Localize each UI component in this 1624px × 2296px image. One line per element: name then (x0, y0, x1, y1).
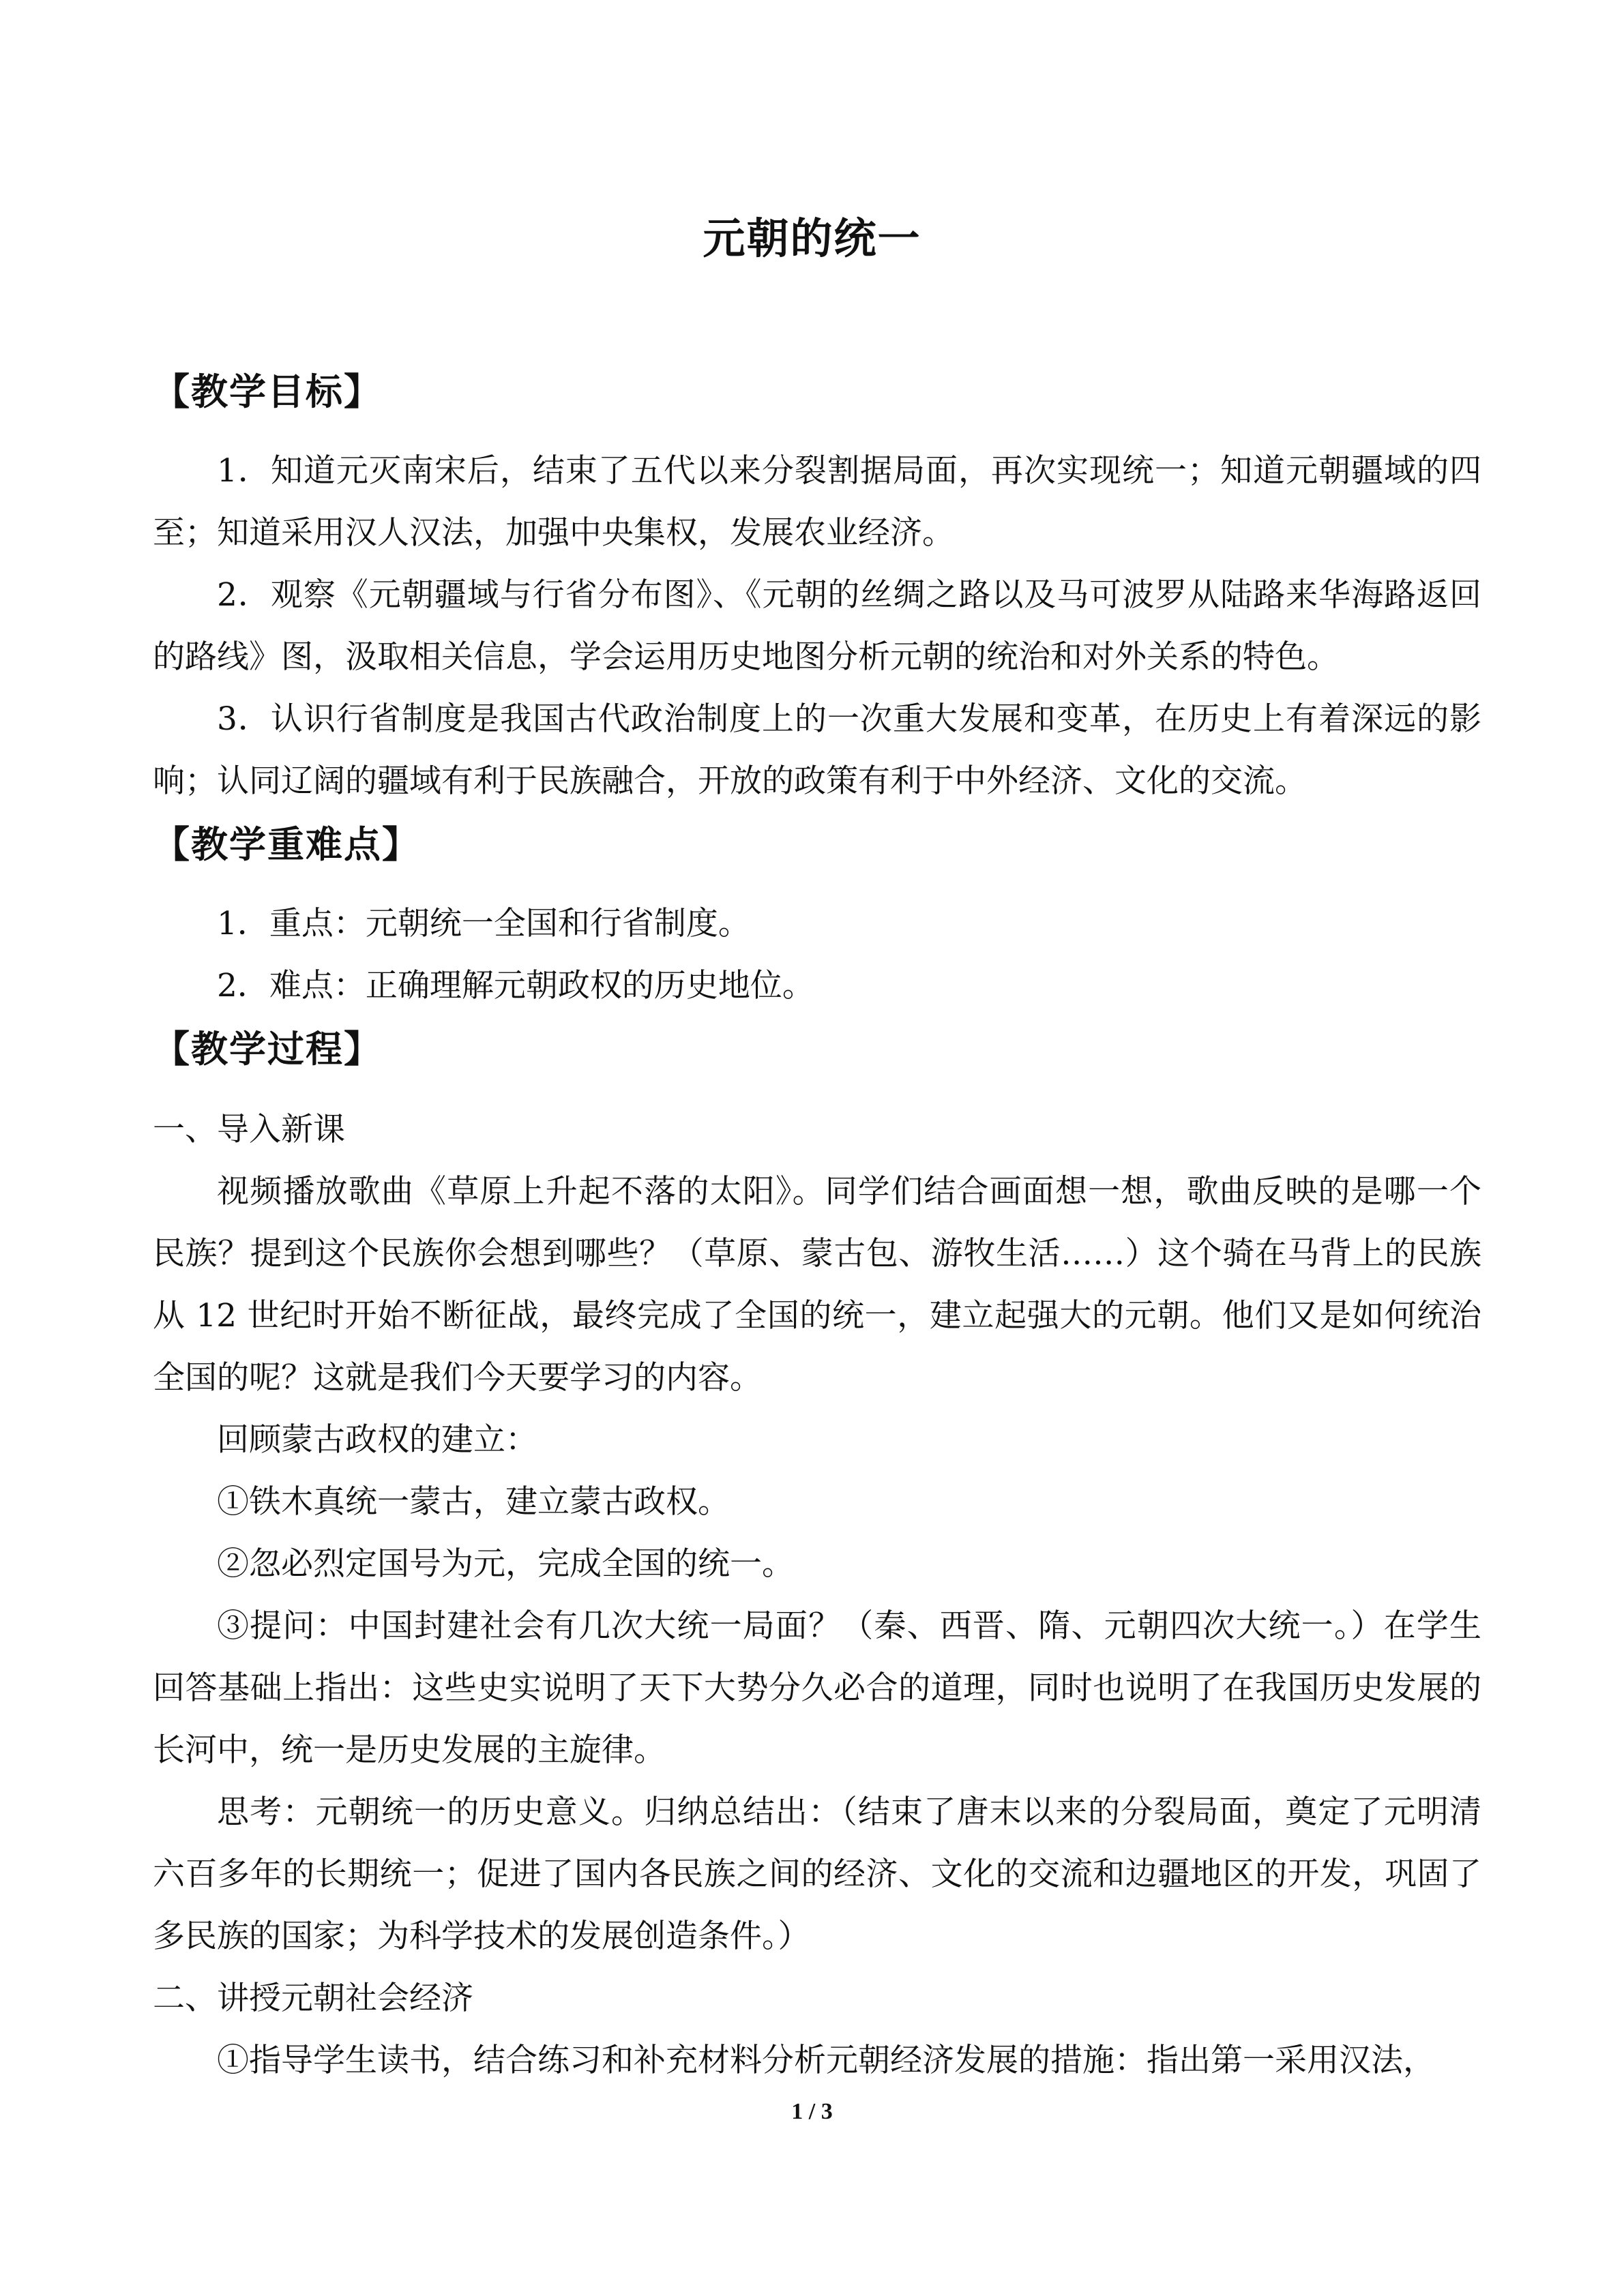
key-point-item-2: 2．难点：正确理解元朝政权的历史地位。 (217, 967, 814, 1004)
objective-item-3: 3．认识行省制度是我国古代政治制度上的一次重大发展和变革，在历史上有着深远的影响；认同辽阔的疆域有利于民族融合，开放的政策有利于中外经济、文化的交流。 (153, 700, 1481, 800)
process-part2-title: 二、讲授元朝社会经济 (153, 1980, 473, 2017)
process-part1-title: 一、导入新课 (153, 1111, 345, 1148)
heading-objectives: 【教学目标】 (153, 370, 382, 413)
process-part1-para-2: 回顾蒙古政权的建立： (217, 1421, 537, 1459)
heading-process: 【教学过程】 (153, 1027, 382, 1071)
process-part1-para-5: ③提问：中国封建社会有几次大统一局面？（秦、西晋、隋、元朝四次大统一。）在学生回答基础上指出：这些史实说明了天下大势分久必合的道理，同时也说明了在我国历史发展的长河中，统一是历史发展的主旋律。 (153, 1607, 1481, 1769)
process-part2-para-1: ①指导学生读书，结合练习和补充材料分析元朝经济发展的措施：指出第一采用汉法， (217, 2042, 1435, 2079)
objective-item-2: 2．观察《元朝疆域与行省分布图》、《元朝的丝绸之路以及马可波罗从陆路来华海路返回的路线》图，汲取相关信息，学会运用历史地图分析元朝的统治和对外关系的特色。 (153, 576, 1481, 676)
document-title: 元朝的统一 (703, 213, 921, 263)
process-part1-para-4: ②忽必烈定国号为元，完成全国的统一。 (217, 1545, 794, 1583)
process-part1-para-1: 视频播放歌曲《草原上升起不落的太阳》。同学们结合画面想一想，歌曲反映的是哪一个民族？提到这个民族你会想到哪些？（草原、蒙古包、游牧生活……）这个骑在马背上的民族从 12 世纪时开始不断征战，最终完成了全国的统一，建立起强大的元朝。他们又是如何统治全国的呢？这就是我们今天要学习的内容。 (153, 1173, 1481, 1397)
process-part1-para-6: 思考：元朝统一的历史意义。归纳总结出：（结束了唐末以来的分裂局面，奠定了元明清六百多年的长期统一；促进了国内各民族之间的经济、文化的交流和边疆地区的开发，巩固了多民族的国家；为科学技术的发展创造条件。） (153, 1793, 1481, 1955)
key-point-item-1: 1．重点：元朝统一全国和行省制度。 (217, 905, 750, 942)
objective-item-1: 1．知道元灭南宋后，结束了五代以来分裂割据局面，再次实现统一；知道元朝疆域的四至；知道采用汉人汉法，加强中央集权，发展农业经济。 (153, 452, 1481, 552)
process-part1-para-3: ①铁木真统一蒙古，建立蒙古政权。 (217, 1483, 730, 1521)
page-number: 1 / 3 (791, 2099, 833, 2124)
heading-key-points: 【教学重难点】 (153, 822, 420, 866)
